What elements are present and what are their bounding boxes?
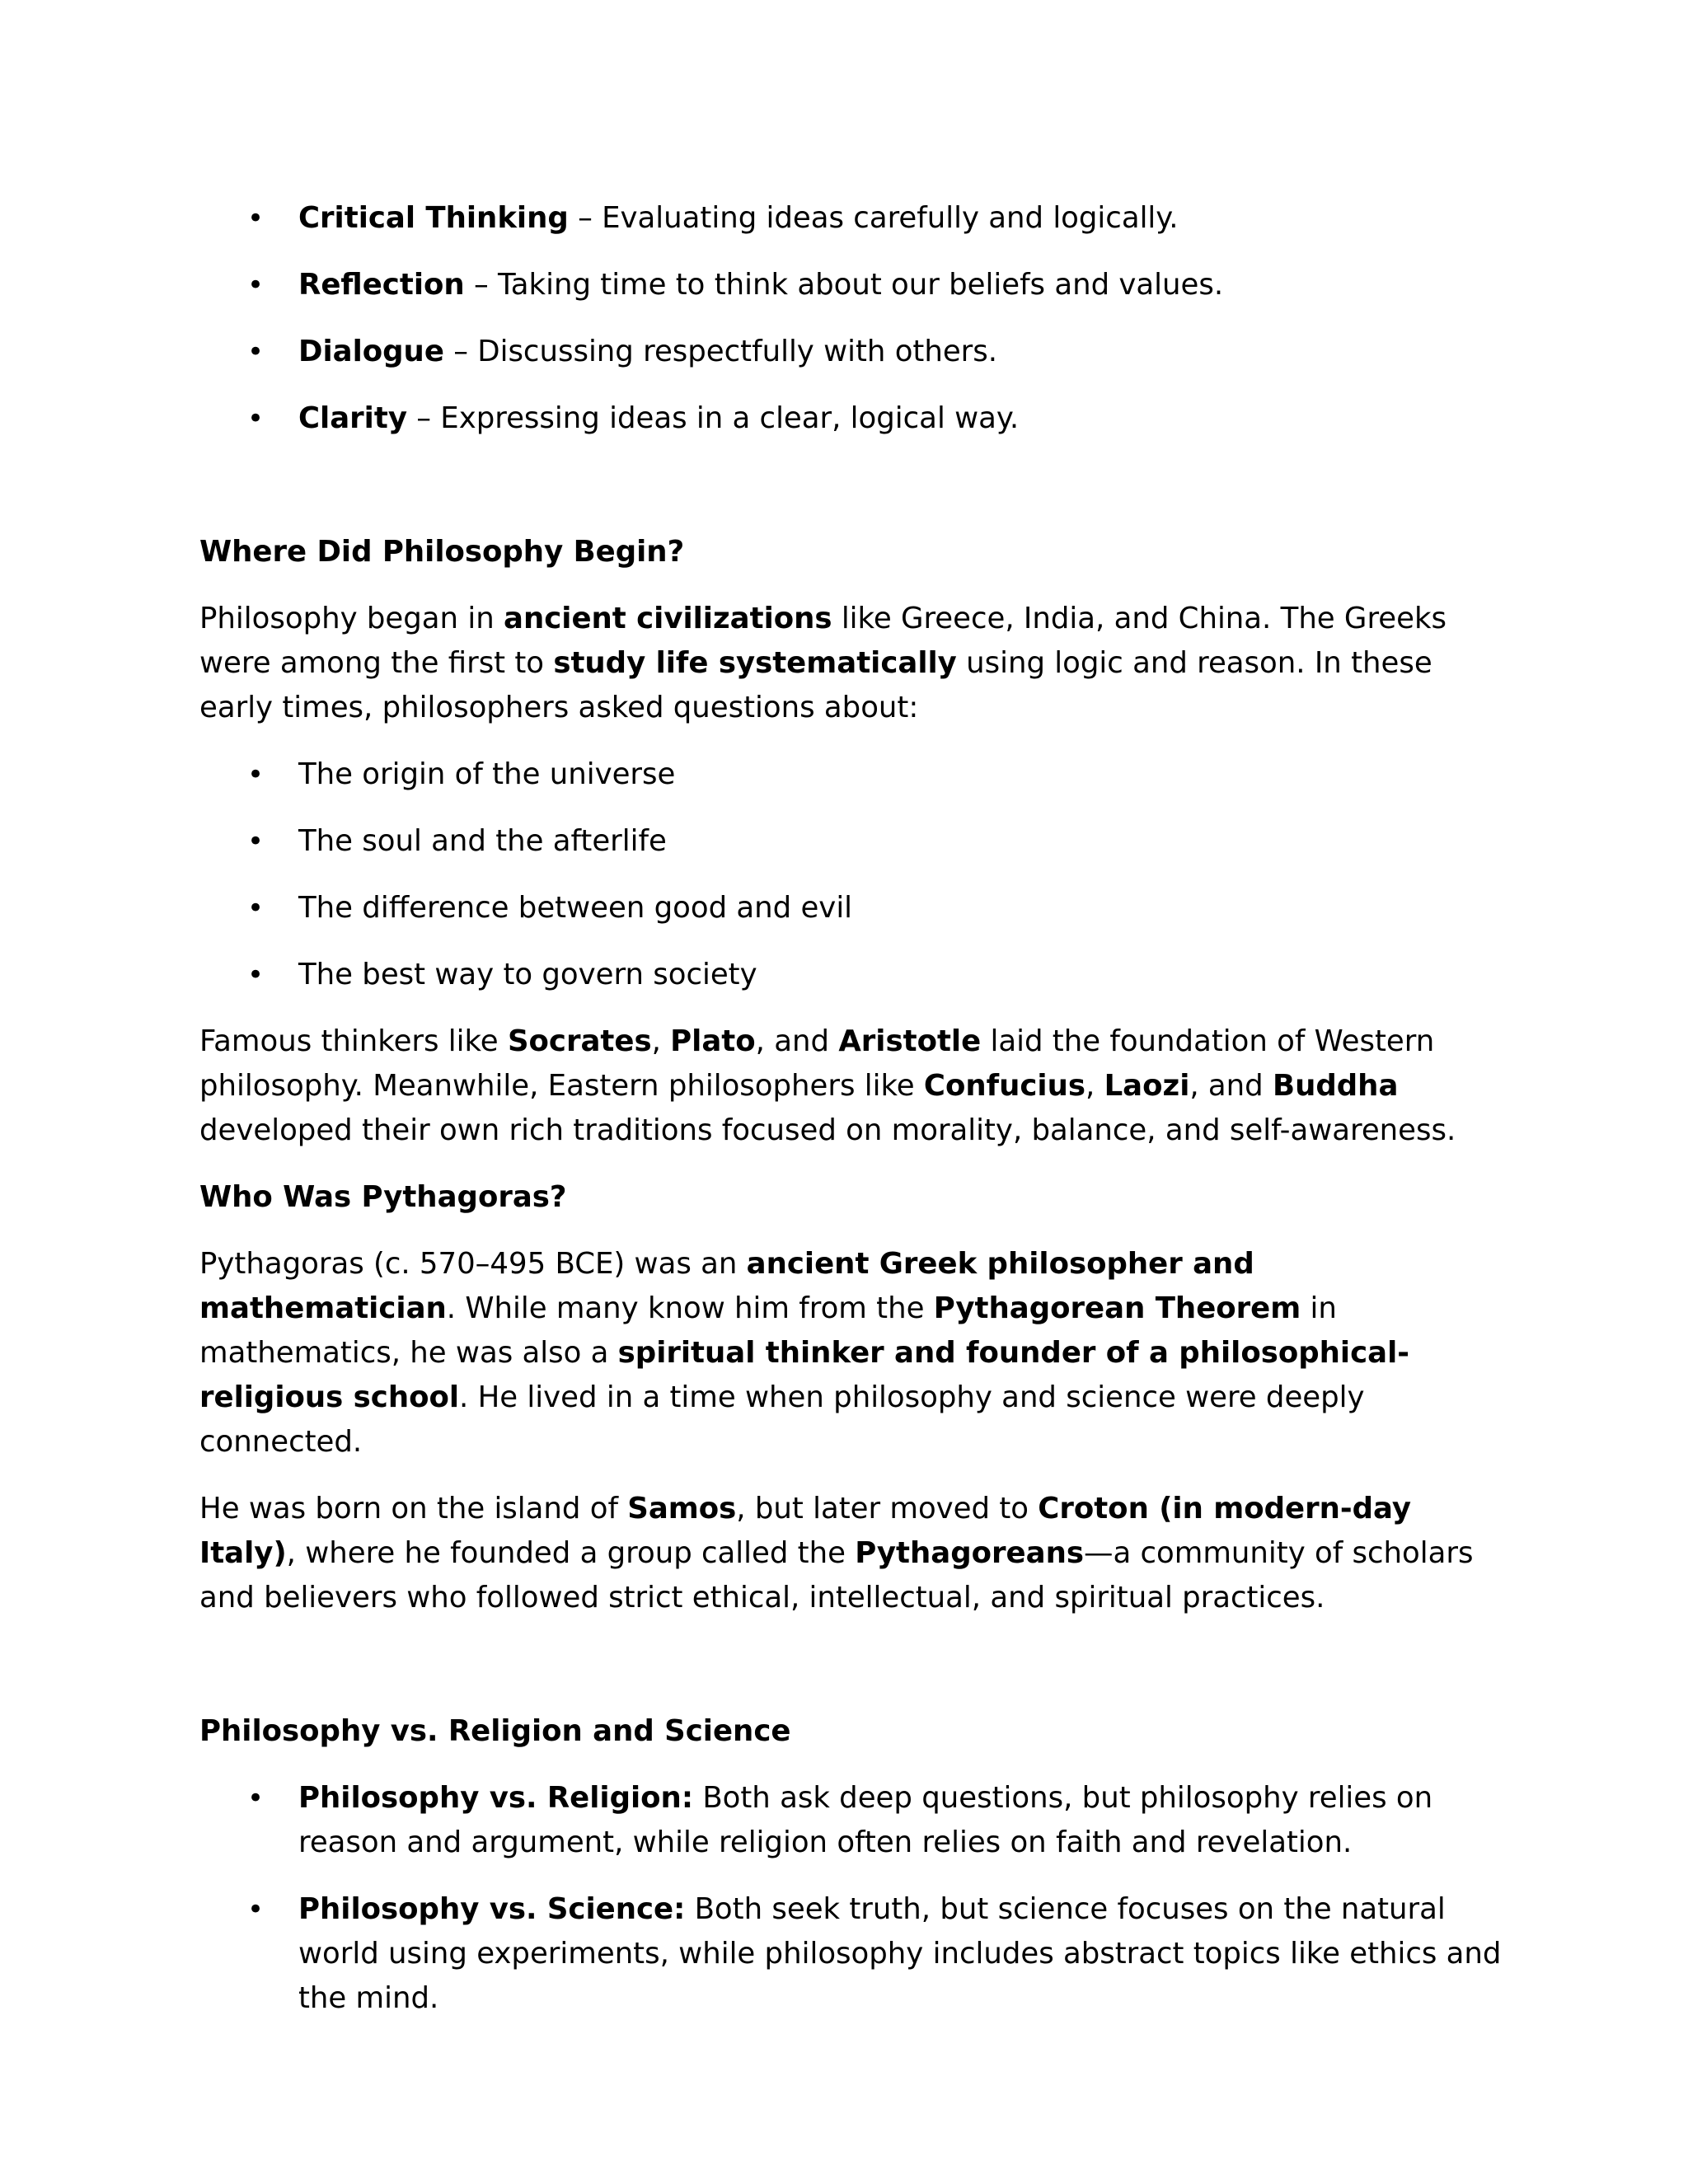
text-run: , but later moved to	[736, 1492, 1039, 1526]
list-item	[199, 953, 1502, 997]
text-run: , and	[1189, 1069, 1273, 1103]
text-run: . While many know him from the	[446, 1291, 934, 1325]
spacer	[199, 1643, 1502, 1709]
list-item	[199, 752, 1502, 797]
section-heading-comparison: Philosophy vs. Religion and Science	[199, 1714, 791, 1748]
bold-run: Croton (in modern-day Italy)	[199, 1492, 1412, 1570]
bullet-icon: •	[247, 892, 265, 925]
bullet-icon: •	[247, 402, 265, 435]
list-item-text: The origin of the universe	[298, 757, 676, 791]
list-item	[199, 819, 1502, 864]
text-run: ,	[1085, 1069, 1104, 1103]
text-run: using logic and reason. In these early times, philosophers asked questions about:	[199, 646, 1432, 724]
list-item-text: The best way to govern society	[298, 958, 757, 991]
list-item	[199, 886, 1502, 930]
spacer	[199, 463, 1502, 530]
section-heading-origins: Where Did Philosophy Begin?	[199, 535, 685, 569]
list-item-text: The difference between good and evil	[298, 891, 853, 925]
text-run: , where he founded a group called the	[286, 1536, 856, 1570]
text-run: . He lived in a time when philosophy and science were deeply connected.	[199, 1380, 1365, 1459]
comparison-list	[199, 1776, 1502, 2021]
bold-run: Socrates	[507, 1024, 652, 1058]
bold-run: Aristotle	[838, 1024, 982, 1058]
list-item-desc: – Evaluating ideas carefully and logically.	[568, 201, 1179, 235]
paragraph-pythagoras-intro	[199, 1242, 1502, 1465]
bold-run: ancient civilizations	[504, 602, 832, 635]
text-run: He was born on the island of	[199, 1492, 628, 1526]
paragraph-pythagoras-life	[199, 1487, 1502, 1620]
text-run: Pythagoras (c. 570–495 BCE) was an	[199, 1247, 747, 1281]
bold-run: Laozi	[1104, 1069, 1190, 1103]
list-item-term: Philosophy vs. Religion:	[298, 1781, 694, 1815]
bold-run: Confucius	[923, 1069, 1085, 1103]
list-item	[199, 196, 1502, 241]
text-run: Philosophy began in	[199, 602, 504, 635]
list-item-term: Reflection	[298, 268, 465, 302]
bold-run: spiritual thinker and founder of a philosophical-religious school	[199, 1336, 1409, 1414]
list-item	[199, 263, 1502, 307]
bullet-icon: •	[247, 269, 265, 302]
list-item-desc: – Taking time to think about our beliefs and values.	[464, 268, 1224, 302]
bullet-icon: •	[247, 1893, 265, 1926]
text-run: developed their own rich traditions focused on morality, balance, and self-awareness.	[199, 1113, 1456, 1147]
bold-run: Pythagoreans	[855, 1536, 1084, 1570]
paragraph-origins	[199, 597, 1502, 730]
paragraph-thinkers	[199, 1019, 1502, 1153]
list-item-desc: – Expressing ideas in a clear, logical way.	[406, 401, 1020, 435]
questions-list	[199, 752, 1502, 997]
list-item	[199, 396, 1502, 441]
text-run: like Greece, India, and China. The Greeks were among the first to	[199, 602, 1447, 680]
list-item-term: Dialogue	[298, 335, 444, 368]
list-item-desc: Both ask deep questions, but philosophy relies on reason and argument, while religion often relies on faith and revelation.	[298, 1781, 1433, 1859]
text-run: in mathematics, he was also a	[199, 1291, 1337, 1370]
bullet-icon: •	[247, 1782, 265, 1815]
text-run: laid the foundation of Western philosophy. Meanwhile, Eastern philosophers like	[199, 1024, 1435, 1103]
bullet-icon: •	[247, 202, 265, 235]
document-content	[199, 196, 1502, 2043]
text-run: —a community of scholars and believers who followed strict ethical, intellectual, and spiritual practices.	[199, 1536, 1474, 1615]
bold-run: Pythagorean Theorem	[933, 1291, 1301, 1325]
list-item	[199, 330, 1502, 374]
bullet-icon: •	[247, 758, 265, 791]
bullet-icon: •	[247, 825, 265, 858]
skills-list	[199, 196, 1502, 441]
bold-run: study life systematically	[553, 646, 957, 680]
bullet-icon: •	[247, 958, 265, 991]
bold-run: ancient Greek philosopher and mathematician	[199, 1247, 1254, 1325]
text-run: Famous thinkers like	[199, 1024, 508, 1058]
list-item-desc: Both seek truth, but science focuses on the natural world using experiments, while philosophy includes abstract topics like ethics and the mind.	[298, 1892, 1502, 2015]
bold-run: Buddha	[1273, 1069, 1399, 1103]
list-item	[199, 1887, 1502, 2021]
list-item-term: Philosophy vs. Science:	[298, 1892, 686, 1926]
list-item-desc: – Discussing respectfully with others.	[443, 335, 998, 368]
list-item-term: Clarity	[298, 401, 407, 435]
list-item-term: Critical Thinking	[298, 201, 569, 235]
text-run: ,	[651, 1024, 671, 1058]
list-item-text: The soul and the afterlife	[298, 824, 667, 858]
list-item	[199, 1776, 1502, 1865]
section-heading-pythagoras: Who Was Pythagoras?	[199, 1180, 567, 1214]
text-run: , and	[755, 1024, 839, 1058]
bold-run: Samos	[627, 1492, 737, 1526]
bold-run: Plato	[670, 1024, 756, 1058]
bullet-icon: •	[247, 335, 265, 368]
